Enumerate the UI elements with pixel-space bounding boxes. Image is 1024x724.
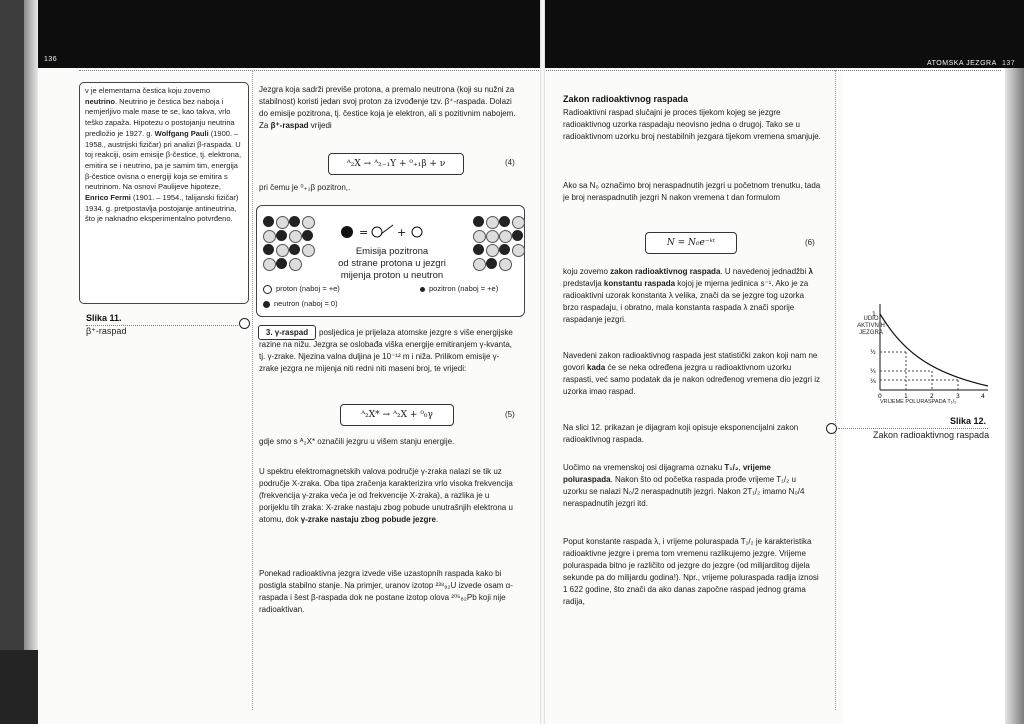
x-tick-1: 1 xyxy=(904,393,908,400)
legend-neutron: neutron (naboj = 0) xyxy=(263,299,338,308)
figure-reference-paragraph: Na slici 12. prikazan je dijagram koji opisuje eksponencijalni zakon radioaktivnog raspada. xyxy=(563,423,799,444)
excited-state-note: gdje smo s ᴬ₂X* označili jezgru u višem stanju energije. xyxy=(259,437,455,446)
positron-emission-figure xyxy=(256,205,525,317)
gamma-decay-text: posljedica je prijelaza atomske jezgre s više energijske razine na nižu. Jezgra se oslobađa viška energije emitiranjem γ-kvanta, tj. γ-zrake. Njezina valna duljina je 10⁻¹² m i niža. Prilikom emisije γ-zrake jezgra ne mijenja niti redni niti maseni broj, te vrijedi: xyxy=(259,328,513,373)
book-gutter xyxy=(540,0,545,724)
positron-note: pri čemu je ⁰₊₁β pozitron,. xyxy=(259,183,351,192)
y-tick-eighth: ⅛ xyxy=(870,378,876,385)
initial-count-paragraph: Ako sa N₀ označimo broj neraspadnutih jezgri u početnom trenutku, tada je broj neraspadnutih jezgri N nakon vremena t dan formulom xyxy=(563,181,821,202)
svg-text:+: + xyxy=(397,226,407,239)
equation-5: ᴬ₂X* → ᴬ₂X + ⁰₀γ xyxy=(340,404,454,426)
y-tick-quarter: ¼ xyxy=(870,368,876,375)
half-life-paragraph: Uočimo na vremenskoj osi dijagrama oznaku T₁/₂, vrijeme poluraspada. Nakon što od početka raspada prođe vrijeme T₁/₂ u uzorku se nalazi N₀/2 neraspadnutih jezgri. Nakon 2T₁/₂ imamo N₀/4 neraspadnutih jezgri itd. xyxy=(563,463,805,508)
decay-curve-line xyxy=(880,314,988,386)
name-pauli: Wolfgang Pauli xyxy=(154,128,209,138)
scan-edge-right xyxy=(1005,68,1024,724)
figure-caption-inner: Emisija pozitrona od strane protona u jezgri mijenja proton u neutron xyxy=(338,246,446,281)
beta-plus-intro: Jezgra koja sadrži previše protona, a premalo neutrona (koji su nužni za stabilnost) koristi jedan svoj proton za izvođenje tzv. β⁺-raspada. Dolazi do emisije pozitrona, tj. čestice koja je elektron, ali s pozitivnim nabojem. Za β⁺-raspad vrijedi xyxy=(259,85,516,130)
nucleus-before-icon xyxy=(263,216,313,266)
half-life-characteristic-paragraph: Poput konstante raspada λ, i vrijeme poluraspada T₁/₂ je karakteristika radioaktivne jezgre i prema tom vremenu razlikujemo jezgre. Vrijeme poluraspada bitno je različito od jezgre do jezgre (od milijarditog dijela sekunde pa do milijardu godina!). Npr., vrijeme poluraspada radija iznosi 1 622 godine, što znači da ako danas započne raspad jednog grama radija, xyxy=(563,537,819,606)
x-tick-2: 2 xyxy=(930,393,934,400)
decay-x-axis-label: VRIJEME POLURASPADA T₁/₂ xyxy=(880,399,957,405)
scan-edge-left-fade xyxy=(24,0,38,724)
decay-chain-paragraph: Ponekad radioaktivna jezgra izvede više uzastopnih raspada kako bi postigla stabilno stanje. Na primjer, uranov izotop ²³⁸₉₂U izvede osam α-raspada i šest β-raspada dok ne postane izotop olova ²⁰⁶₈₂Pb koji nije radioaktivan. xyxy=(259,569,513,614)
random-process-paragraph: Radioaktivni raspad slučajni je proces tijekom kojeg se jezgre radioaktivnog uzorka raspadaju neovisno jedna o drugoj. Tako se u radioaktivnom uzorku broj nestabilnih jezgara tijekom vremena smanjuje. xyxy=(563,108,821,141)
scan-corner xyxy=(0,650,38,724)
left-page-number: 136 xyxy=(44,56,58,63)
decay-curve-chart xyxy=(866,300,994,406)
running-header: ATOMSKA JEZGRA xyxy=(927,60,997,67)
statistical-law-paragraph: Navedeni zakon radioaktivnog raspada jest statistički zakon koji nam ne govori kada će se neka određena jezgra u radioaktivnom uzorku raspasti, već samo podatak da je nakon određenog vremena dio jezgri iz uzorka imao raspad. xyxy=(563,351,821,396)
equation-4: ᴬ₂X → ᴬ₂₋₁Y + ⁰₊₁β + ν xyxy=(328,153,464,175)
y-tick-half: ½ xyxy=(870,349,876,356)
spectrum-paragraph: U spektru elektromagnetskih valova područje γ-zraka nalazi se tik uz područje X-zraka. Oba tipa zračenja karakterizira vrlo visoka frekvencija (frekvencija γ-zraka veća je od frekvencije X-zraka), a razlika je u porijeklu tih zraka: X-zrake nastaju zbog pobude unutrašnjih elektrona u atomu, dok γ-zrake nastaju zbog pobude jezgre. xyxy=(259,467,513,524)
equation-4-number: (4) xyxy=(505,158,515,167)
equation-6: N = N₀e⁻ᵏᵗ xyxy=(645,232,737,254)
legend-positron: pozitron (naboj = +e) xyxy=(420,284,498,293)
top-rule-right xyxy=(546,70,1001,71)
figure11-marker-icon xyxy=(239,318,250,329)
decay-y-axis-label: UDIO AKTIVNIH JEZGRA xyxy=(857,316,885,336)
equation-5-number: (5) xyxy=(505,410,515,419)
term-neutrino: neutrino xyxy=(85,96,115,106)
legend-proton: proton (naboj = +e) xyxy=(263,284,340,294)
name-fermi: Enrico Fermi xyxy=(85,193,131,203)
svg-text:=: = xyxy=(359,226,369,239)
figure11-label: Slika 11. xyxy=(86,313,122,323)
y-tick-1: 1 xyxy=(872,311,876,318)
figure11-caption: β⁺-raspad xyxy=(86,326,127,336)
top-rule-left xyxy=(79,70,539,71)
header-band-right xyxy=(843,0,1024,68)
right-page-number: 137 xyxy=(1002,60,1016,67)
figure12-rule xyxy=(838,428,988,429)
x-tick-4: 4 xyxy=(981,393,985,400)
gamma-decay-label: 3. γ-raspad xyxy=(258,325,316,340)
x-tick-3: 3 xyxy=(956,393,960,400)
section-heading: Zakon radioaktivnog raspada xyxy=(563,94,689,104)
figure12-marker-icon xyxy=(826,423,837,434)
x-tick-0: 0 xyxy=(878,393,882,400)
figure11-rule xyxy=(86,325,238,326)
scan-edge-left xyxy=(0,0,24,724)
column-rule-left xyxy=(252,70,253,710)
equation-6-number: (6) xyxy=(805,238,815,247)
figure12-caption: Zakon radioaktivnog raspada xyxy=(873,430,990,440)
decay-law-paragraph: koju zovemo zakon radioaktivnog raspada. U navedenoj jednadžbi λ predstavlja konstantu raspada kojoj je mjerna jedinica s⁻¹. Ako je za radioaktivni uzorak konstanta λ velika, znači da se jezgre tog uzorka brzo raspadaju, i obratno, mala konstanta raspada λ znači sporije raspadanje jezgri. xyxy=(563,267,813,324)
nucleus-after-icon xyxy=(473,216,523,266)
reaction-arrow-icon xyxy=(337,220,447,244)
figure12-label: Slika 12. xyxy=(950,416,987,426)
sidebar-note-text: ν je elementarna čestica koju zovemo neutrino. Neutrino je čestica bez naboja i nemjerljivo male mase te se, kao takva, vrlo teško zapaža. Hipotezu o postojanju neutrina predložio je 1927. g. Wolfgang Pauli (1900. – 1958., austrijski fizičar) pri analizi β-raspada. U toj reakciji, osim emisije β-čestice, tj. elektrona, emitira se i neutrino, pa je samim tim, energija β-čestice ovisna o energiji koja se emitira s neutrinom. Na osnovi Paulijeve hipoteze, Enrico Fermi (1901. – 1954., talijanski fizičar) 1934. g. pretpostavlja postojanje antineutrina, što je naknadno eksperimentalno potvrđeno. xyxy=(85,86,242,224)
column-rule-right xyxy=(835,70,836,710)
